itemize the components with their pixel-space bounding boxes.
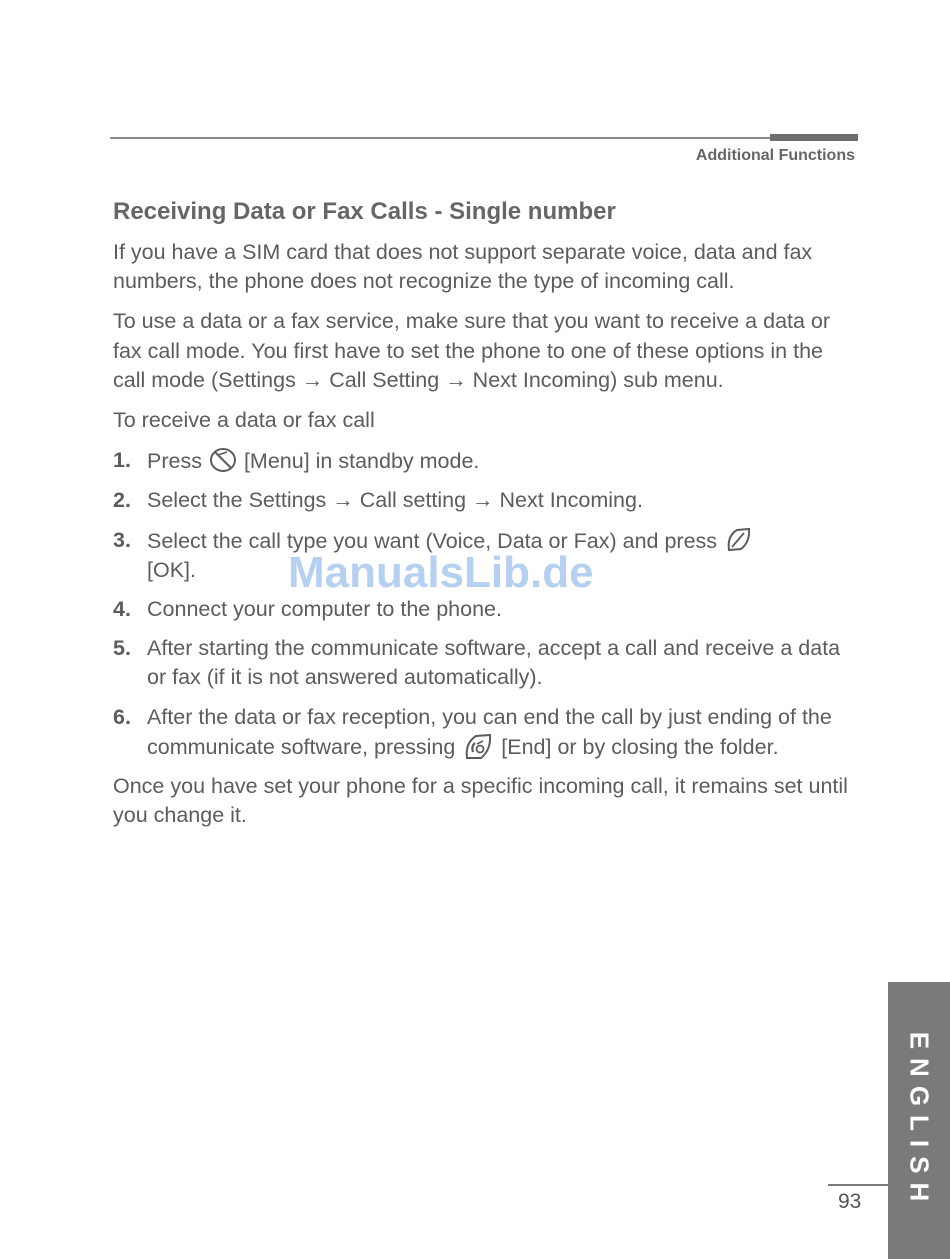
watermark: ManualsLib.de [288,548,594,597]
step-text: After the data or fax reception, you can end the call by just ending of the communicate software, pressing [147,704,832,759]
steps-intro: To receive a data or fax call [113,408,375,433]
step-number: 3. [113,527,131,552]
step-number: 6. [113,704,131,729]
step-text: [Menu] in standby mode. [243,449,480,474]
step-3 [113,526,858,585]
step-number: 1. [113,448,131,473]
language-tab-label: ENGLISH [904,1031,935,1210]
step-text: Press [147,449,202,474]
step-text: Select the call type you want (Voice, Data or Fax) and press [147,528,718,553]
menu-key-icon [208,446,238,474]
step-text: Connect your computer to the phone. [147,597,502,622]
intro-paragraph: If you have a SIM card that does not support separate voice, data and fax numbers, the phone does not recognize the type of incoming call. [113,240,813,294]
steps-list [113,446,858,762]
step-4 [113,595,858,624]
page-title: Receiving Data or Fax Calls - Single number [113,198,616,225]
step-1 [113,446,858,476]
language-tab [888,982,950,1259]
step-text: After starting the communicate software, accept a call and receive a data or fax (if it is not answered automatically). [147,636,841,690]
step-number: 4. [113,597,131,622]
step-2 [113,486,858,515]
step-text: [End] or by closing the folder. [501,734,779,759]
step-5 [113,634,858,692]
ok-key-icon [723,526,753,554]
step-text: [OK]. [147,557,196,582]
page-number-rule [828,1184,888,1186]
page-number: 93 [838,1190,862,1213]
header-rule-accent [770,134,858,141]
section-label: Additional Functions [695,147,855,164]
end-key-icon [461,732,495,762]
page-content [113,196,858,841]
closing-paragraph: Once you have set your phone for a specific incoming call, it remains set until you change it. [113,774,848,828]
step-number: 5. [113,636,131,661]
step-6 [113,703,858,762]
header-rule [110,137,770,139]
step-number: 2. [113,488,131,513]
setup-paragraph: To use a data or a fax service, make sure that you want to receive a data or fax call mode. You first have to set the phone to one of these options in the call mode (Settings → Call Setting → Next Incoming) sub menu. [113,309,831,392]
step-text: Select the Settings → Call setting → Next Incoming. [147,488,643,513]
